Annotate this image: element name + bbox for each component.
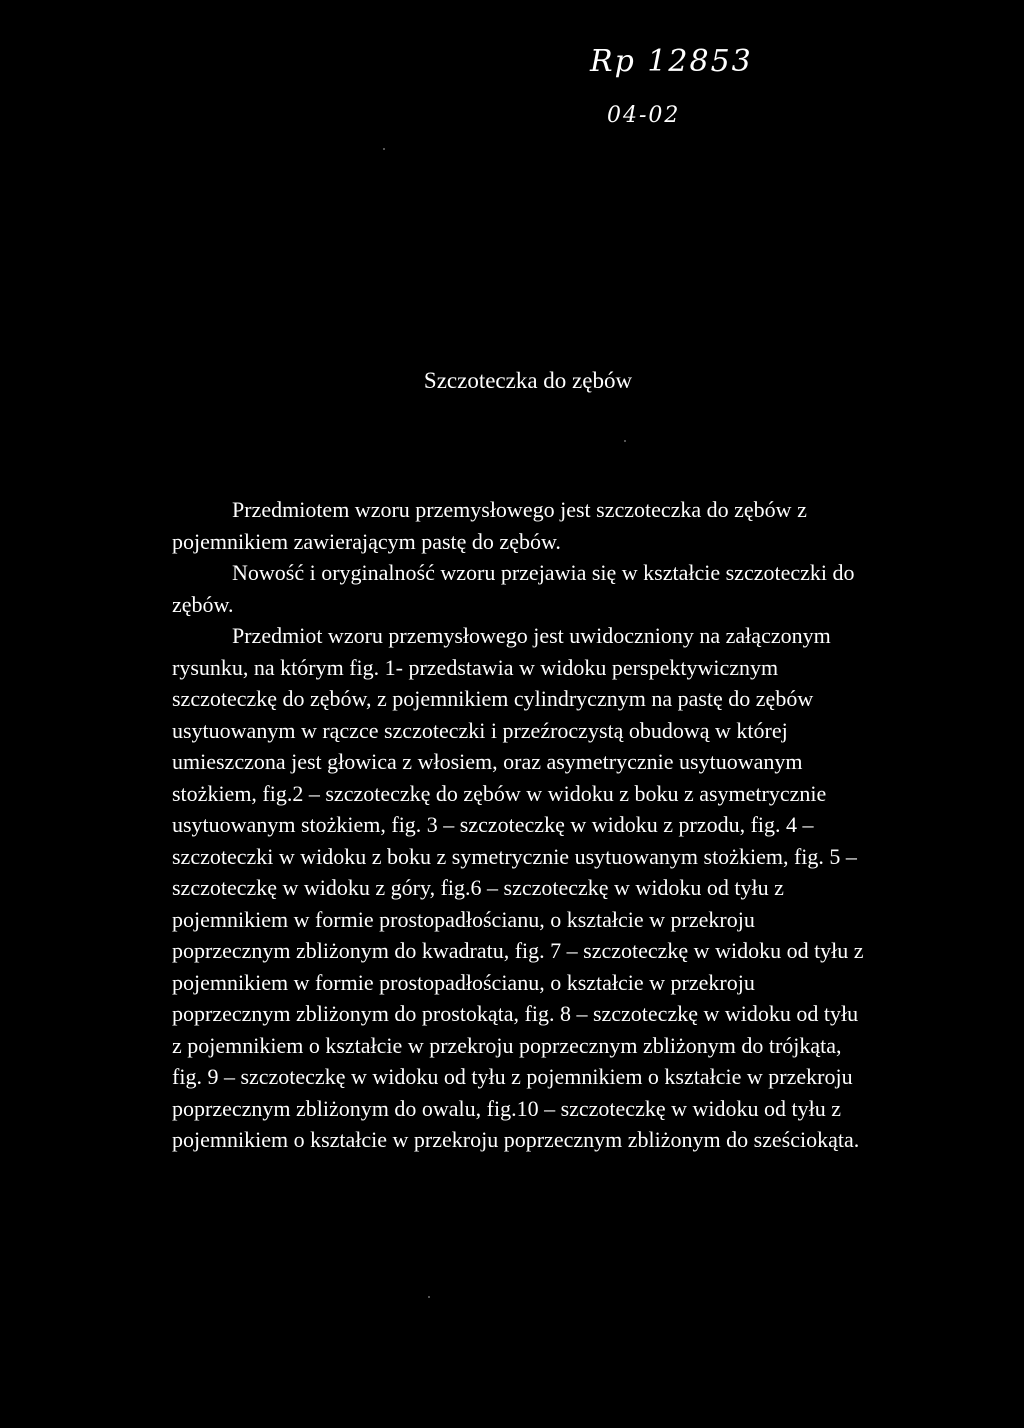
paragraph-figure-description: Przedmiot wzoru przemysłowego jest uwidoczniony na załączonym rysunku, na którym fig. 1- przedstawia w widoku perspektywicznym szczoteczkę do zębów, z pojemnikiem cylindrycznym na pastę do zębów usytuowanym w rączce szczoteczki i przeźroczystą obudową w której umieszczona jest głowica z włosiem, oraz asymetrycznie usytuowanym stożkiem, fig.2 – szczoteczkę do zębów w widoku z boku z asymetrycznie usytuowanym stożkiem, fig. 3 – szczoteczkę w widoku z przodu, fig. 4 – szczoteczki w widoku z boku z symetrycznie usytuowanym stożkiem, fig. 5 – szczoteczkę w widoku z góry, fig.6 – szczoteczkę w widoku od tyłu z pojemnikiem w formie prostopadłościanu, o kształcie w przekroju poprzecznym zbliżonym do kwadratu, fig. 7 – szczoteczkę w widoku od tyłu z pojemnikiem w formie prostopadłościanu, o kształcie w przekroju poprzecznym zbliżonym do prostokąta, fig. 8 – szczoteczkę w widoku od tyłu z pojemnikiem o kształcie w przekroju poprzecznym zbliżonym do trójkąta, fig. 9 – szczoteczkę w widoku od tyłu z pojemnikiem o kształcie w przekroju poprzecznym zbliżonym do owalu, fig.10 – szczoteczkę w widoku od tyłu z pojemnikiem o kształcie w przekroju poprzecznym zbliżonym do sześciokąta. (172, 623, 864, 1152)
paragraph-subject: Przedmiotem wzoru przemysłowego jest szczoteczka do zębów z pojemnikiem zawierającym pastę do zębów. (172, 497, 807, 554)
document-body (172, 494, 872, 1156)
document-title: Szczoteczka do zębów (423, 368, 633, 393)
handwritten-date-note: 04-02 (607, 103, 681, 128)
scan-speck (428, 1296, 430, 1298)
paragraph-novelty: Nowość i oryginalność wzoru przejawia się w kształcie szczoteczki do zębów. (172, 560, 855, 617)
handwritten-reference-number: Rp 12853 (590, 44, 753, 79)
scan-speck (624, 440, 626, 442)
scan-speck (383, 148, 385, 150)
